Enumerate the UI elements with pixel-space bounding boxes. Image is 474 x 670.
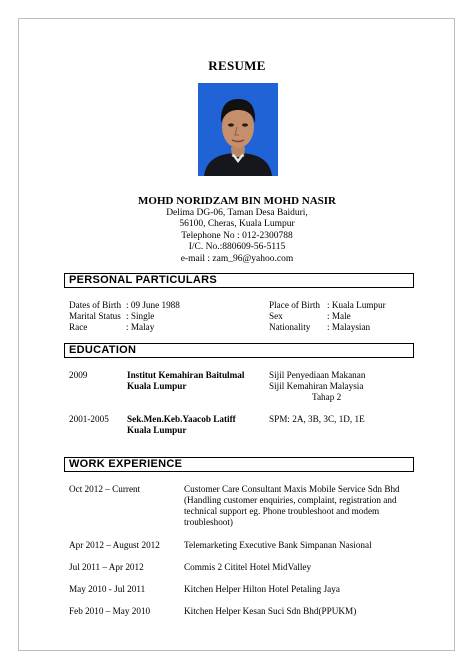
work-period: Oct 2012 – Current — [69, 484, 141, 494]
email: e-mail : zam_96@yahoo.com — [180, 253, 294, 264]
sex-label: Sex — [269, 311, 283, 321]
ic-number: I/C. No.:880609-56-5115 — [188, 242, 286, 253]
telephone: Telephone No : 012-2300788 — [181, 230, 293, 241]
dob-value: : 09 June 1988 — [126, 300, 180, 310]
marital-value: : Single — [126, 311, 155, 321]
contact-block — [0, 208, 474, 265]
education-header: EDUCATION — [64, 343, 414, 358]
work-period: Jul 2011 – Apr 2012 — [69, 562, 144, 572]
education-qualification: SPM: 2A, 3B, 3C, 1D, 1E — [269, 414, 365, 424]
personal-particulars-header: PERSONAL PARTICULARS — [64, 273, 414, 288]
address-line-2: 56100, Cheras, Kuala Lumpur — [179, 219, 295, 230]
work-description: troubleshoot) — [184, 517, 233, 527]
race-value: : Malay — [126, 322, 155, 332]
education-qualification: Tahap 2 — [312, 392, 342, 402]
work-description: Customer Care Consultant Maxis Mobile Service Sdn Bhd — [184, 484, 400, 494]
work-description: Telemarketing Executive Bank Simpanan Nasional — [184, 540, 372, 550]
candidate-name: MOHD NORIDZAM BIN MOHD NASIR — [138, 195, 336, 207]
work-description: technical support eg. Phone troubleshoot and modem — [184, 506, 380, 516]
dob-label: Dates of Birth — [69, 300, 122, 310]
sex-value: : Male — [327, 311, 351, 321]
education-year: 2009 — [69, 370, 88, 380]
work-description: (Handling customer enquiries, complaint, registration and — [184, 495, 397, 505]
work-experience-header: WORK EXPERIENCE — [64, 457, 414, 472]
work-period: Apr 2012 – August 2012 — [69, 540, 160, 550]
address-line-1: Delima DG-06, Taman Desa Baiduri, — [166, 208, 308, 218]
nationality-label: Nationality — [269, 322, 311, 332]
person-photo-icon — [198, 83, 278, 176]
nationality-value: : Malaysian — [327, 322, 371, 332]
education-institution: Kuala Lumpur — [127, 425, 187, 435]
work-period: Feb 2010 – May 2010 — [69, 606, 151, 616]
education-year: 2001-2005 — [69, 414, 109, 424]
work-period: May 2010 - Jul 2011 — [69, 584, 146, 594]
education-institution: Sek.Men.Keb.Yaacob Latiff — [127, 414, 236, 424]
work-description: Commis 2 Cititel Hotel MidValley — [184, 562, 312, 572]
work-description: Kitchen Helper Hilton Hotel Petaling Jaya — [184, 584, 340, 594]
work-description: Kitchen Helper Kesan Suci Sdn Bhd(PPUKM) — [184, 606, 357, 616]
race-label: Race — [69, 322, 88, 332]
marital-label: Marital Status — [69, 311, 121, 321]
pob-value: : Kuala Lumpur — [327, 300, 386, 310]
profile-photo — [198, 83, 278, 176]
education-institution: Kuala Lumpur — [127, 381, 187, 391]
education-institution: Institut Kemahiran Baitulmal — [127, 370, 245, 380]
resume-title: RESUME — [208, 58, 266, 73]
education-qualification: Sijil Penyediaan Makanan — [269, 370, 366, 380]
education-qualification: Sijil Kemahiran Malaysia — [269, 381, 364, 391]
pob-label: Place of Birth — [269, 300, 321, 310]
